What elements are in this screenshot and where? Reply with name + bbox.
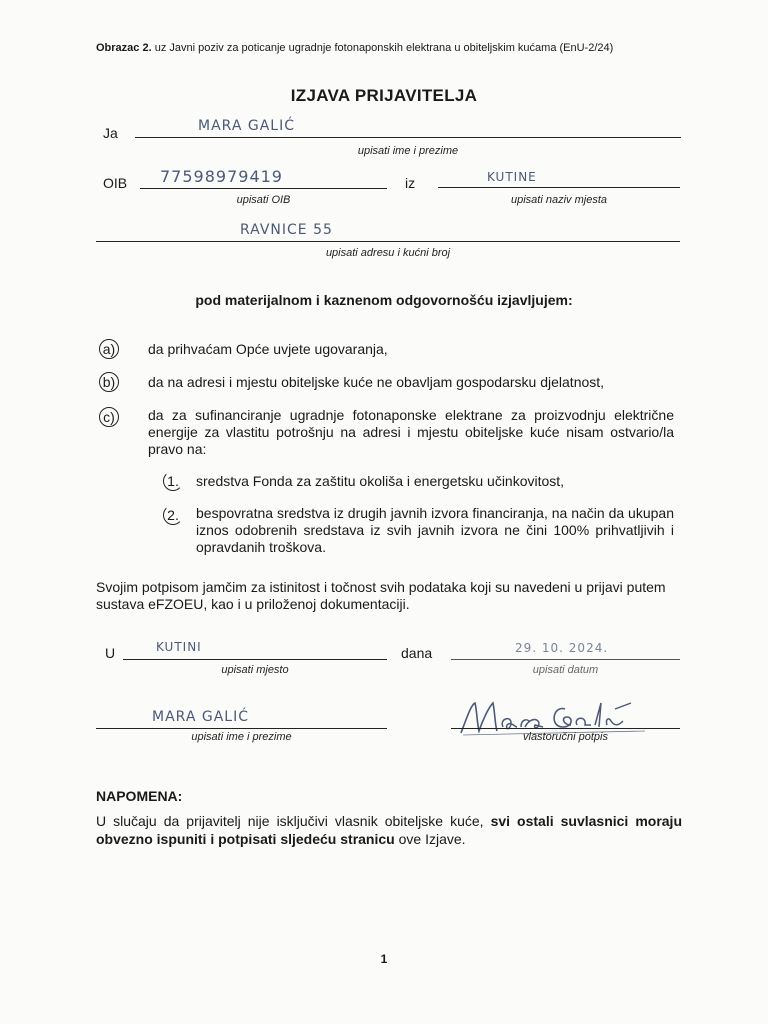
address-hint: upisati adresu i kućni broj [325, 247, 451, 259]
place-of-residence-value[interactable]: KUTINE [487, 170, 537, 184]
applicant-name-line [135, 137, 681, 138]
oib-line [140, 188, 387, 189]
signature-line [451, 728, 680, 729]
signing-date-line [451, 659, 680, 660]
subitem-1-text: sredstva Fonda za zaštitu okoliša i energetsku učinkovitost, [196, 473, 565, 489]
signing-place-hint: upisati mjesto [221, 664, 289, 676]
u-label: U [105, 645, 116, 661]
signing-place-line [123, 659, 387, 660]
oib-hint: upisati OIB [236, 194, 291, 206]
item-b-mark: b) [99, 372, 119, 392]
signing-place-value[interactable]: KUTINI [156, 640, 202, 654]
form-number: Obrazac 2. [96, 42, 152, 54]
note-text-after: ove Izjave. [394, 831, 466, 847]
page-number: 1 [380, 952, 388, 966]
item-a-text: da prihvaćam Opće uvjete ugovaranja, [148, 341, 388, 357]
applicant-name-value[interactable]: MARA GALIĆ [198, 118, 295, 134]
statement-paragraph: Svojim potpisom jamčim za istinitost i točnost svih podataka koji su navedeni u prijavi putem sustava eFZOEU, kao i u priloženoj dokumentaciji. [96, 579, 666, 612]
place-of-residence-hint: upisati naziv mjesta [511, 194, 607, 206]
note-paragraph [96, 812, 682, 848]
subitem-2-text: bespovratna sredstva iz drugih javnih izvora financiranja, na način da ukupan iznos odobrenih sredstava iz svih javnih izvora ne čini 100% prihvatljivih i opravdanih troškova. [196, 505, 674, 555]
oib-value[interactable]: 77598979419 [160, 167, 283, 186]
item-b-text: da na adresi i mjestu obiteljske kuće ne obavljam gospodarsku djelatnost, [148, 374, 605, 390]
signing-date-value[interactable]: 29. 10. 2024. [515, 641, 609, 655]
item-a-mark: a) [99, 339, 119, 359]
declaration-intro: pod materijalnom i kaznenom odgovornošću izjavljujem: [195, 292, 573, 308]
address-value[interactable]: RAVNICE 55 [240, 222, 333, 238]
note-text-bold: svi ostali suvlasnici moraju obvezno ispuniti i potpisati sljedeću stranicu [96, 813, 682, 847]
form-title: uz Javni poziv za poticanje ugradnje fotonaponskih elektrana u obiteljskim kućama (EnU-2/24) [154, 42, 614, 54]
note-text-before: U slučaju da prijavitelj nije isključivi vlasnik obiteljske kuće, [96, 813, 491, 829]
form-header [96, 42, 613, 54]
signing-name-value[interactable]: MARA GALIĆ [152, 709, 249, 725]
item-c-text: da za sufinanciranje ugradnje fotonaponske elektrane za proizvodnju električne energije za vlastitu potrošnju na adresi i mjestu obiteljske kuće nisam ostvario/la pravo na: [148, 407, 674, 457]
applicant-name-hint: upisati ime i prezime [357, 145, 459, 157]
oib-label: OIB [103, 175, 128, 191]
ja-label: Ja [103, 125, 118, 141]
subitem-1-mark: 1. [163, 471, 183, 491]
subitem-2-mark: 2. [163, 505, 183, 525]
signing-name-line [96, 728, 387, 729]
dana-label: dana [401, 645, 433, 661]
item-c-mark: c) [99, 407, 119, 427]
signing-name-hint: upisati ime i prezime [191, 731, 292, 743]
document-title: IZJAVA PRIJAVITELJA [290, 86, 478, 105]
place-of-residence-line [438, 187, 680, 188]
signing-date-hint: upisati datum [532, 664, 599, 676]
signature-hint: vlastoručni potpis [523, 731, 608, 743]
iz-label: iz [405, 175, 416, 191]
address-line [96, 241, 680, 242]
note-title: NAPOMENA: [96, 788, 183, 804]
